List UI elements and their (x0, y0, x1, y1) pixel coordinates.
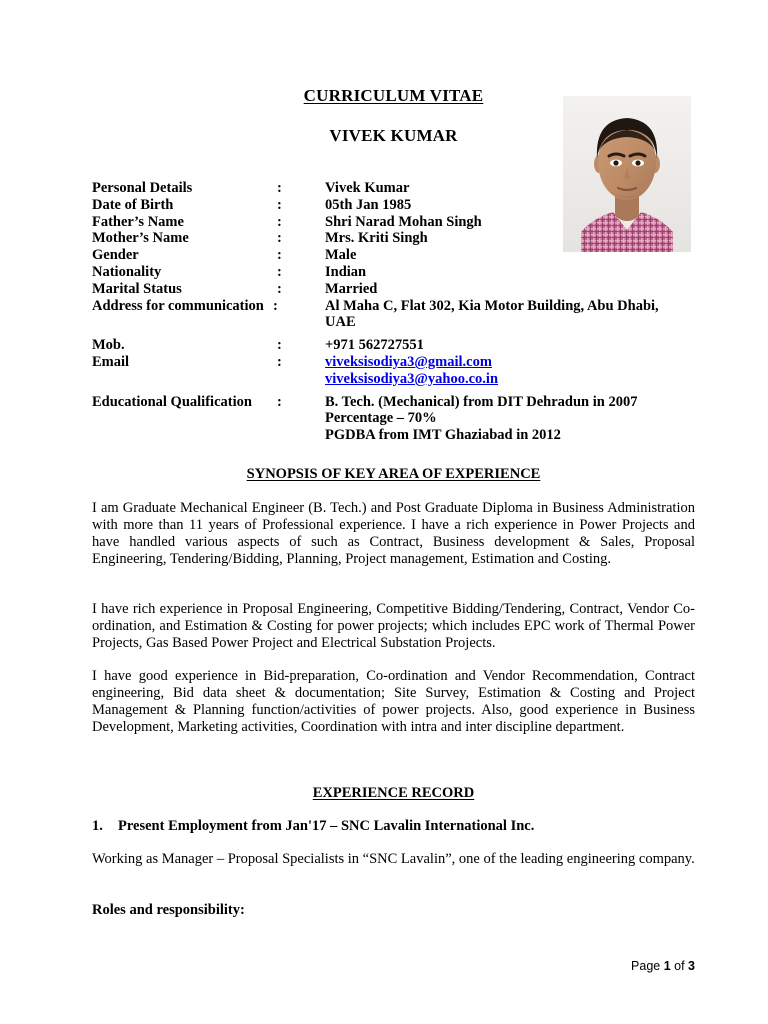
detail-value: Male (325, 247, 357, 264)
personal-details-table (92, 180, 695, 444)
footer-total-pages: 3 (688, 959, 695, 973)
detail-label: Nationality (92, 263, 162, 280)
detail-row-personal-details (92, 180, 695, 197)
detail-colon: : (277, 280, 282, 297)
detail-label: Educational Qualification (92, 393, 252, 410)
detail-value: 05th Jan 1985 (325, 196, 412, 213)
detail-row-gender (92, 247, 695, 264)
experience-item-title: Present Employment from Jan'17 – SNC Lavalin International Inc. (118, 818, 535, 834)
detail-colon: : (277, 393, 282, 410)
detail-value-line-2: UAE (325, 314, 356, 331)
detail-row-educational-qualification (92, 394, 695, 444)
detail-row-fathers-name (92, 214, 695, 231)
detail-colon: : (277, 196, 282, 213)
detail-label: Address for communication (92, 297, 264, 314)
detail-colon: : (277, 180, 282, 196)
roles-and-responsibility-heading: Roles and responsibility: (92, 902, 245, 918)
detail-colon: : (277, 213, 282, 230)
synopsis-paragraph-3: I have good experience in Bid-preparation, Co-ordination and Vendor Recommendation, Contract engineering, Bid data sheet & documentation; Site Survey, Estimation & Costing and Project Management & Planning function/activities of power projects. Also, good experience in Business Development, Marketing activities, Coordination with intra and inter discipline department. (92, 668, 695, 735)
detail-label: Email (92, 353, 130, 370)
detail-value-line-1: Al Maha C, Flat 302, Kia Motor Building, Abu Dhabi, (325, 297, 659, 314)
candidate-name-text: VIVEK KUMAR (329, 126, 458, 145)
synopsis-heading (92, 466, 695, 483)
footer-prefix: Page (631, 959, 664, 973)
detail-row-mobile (92, 337, 695, 354)
detail-row-marital-status (92, 281, 695, 298)
page-title-text: CURRICULUM VITAE (303, 86, 484, 105)
detail-label: Gender (92, 247, 139, 264)
detail-label: Marital Status (92, 280, 182, 297)
detail-value: Shri Narad Mohan Singh (325, 213, 482, 230)
detail-label: Date of Birth (92, 196, 174, 213)
footer-current-page: 1 (663, 959, 671, 973)
detail-colon: : (277, 247, 282, 264)
detail-row-mothers-name (92, 230, 695, 247)
detail-label: Mother’s Name (92, 230, 189, 247)
detail-value: Married (325, 280, 378, 297)
email-link-gmail[interactable]: viveksisodiya3@gmail.com (325, 353, 492, 370)
detail-value: +971 562727551 (325, 337, 424, 354)
experience-heading-text: EXPERIENCE RECORD (312, 785, 475, 801)
experience-item-number: 1. (92, 818, 103, 834)
detail-value: Indian (325, 263, 367, 280)
detail-label: Personal Details (92, 180, 193, 196)
detail-colon: : (273, 297, 278, 314)
qualification-line-2: Percentage – 70% (325, 410, 437, 427)
email-link-yahoo[interactable]: viveksisodiya3@yahoo.co.in (325, 370, 499, 387)
detail-row-date-of-birth (92, 197, 695, 214)
detail-row-email (92, 354, 695, 388)
page-footer (92, 959, 695, 973)
experience-item-description: Working as Manager – Proposal Specialists in “SNC Lavalin”, one of the leading engineering company. (92, 851, 695, 867)
footer-middle: of (670, 959, 689, 973)
detail-label: Father’s Name (92, 213, 184, 230)
detail-colon: : (277, 263, 282, 280)
synopsis-paragraph-1: I am Graduate Mechanical Engineer (B. Tech.) and Post Graduate Diploma in Business Administration with more than 11 years of Professional experience. I have a rich experience in Power Projects and have handled various aspects of such as Contract, Business development & Sales, Proposal Engineering, Tendering/Bidding, Planning, Project management, Estimation and Costing. (92, 500, 695, 567)
detail-row-nationality (92, 264, 695, 281)
detail-colon: : (277, 230, 282, 247)
detail-colon: : (277, 353, 282, 370)
detail-value: Vivek Kumar (325, 180, 410, 196)
experience-item-1 (92, 818, 695, 835)
detail-value (325, 394, 695, 444)
detail-value (325, 298, 695, 332)
detail-value (325, 354, 695, 388)
synopsis-paragraph-2: I have rich experience in Proposal Engineering, Competitive Bidding/Tendering, Contract, Vendor Co-ordination, and Estimation & Costing for power projects; which includes EPC work of Thermal Power Projects, Gas Based Power Project and Electrical Substation Projects. (92, 601, 695, 651)
detail-value: Mrs. Kriti Singh (325, 230, 428, 247)
detail-row-address (92, 298, 695, 332)
detail-label: Mob. (92, 337, 125, 354)
detail-colon: : (277, 337, 282, 354)
experience-heading (92, 785, 695, 802)
qualification-line-3: PGDBA from IMT Ghaziabad in 2012 (325, 427, 561, 444)
synopsis-heading-text: SYNOPSIS OF KEY AREA OF EXPERIENCE (246, 466, 541, 482)
qualification-line-1: B. Tech. (Mechanical) from DIT Dehradun in 2007 (325, 393, 638, 410)
